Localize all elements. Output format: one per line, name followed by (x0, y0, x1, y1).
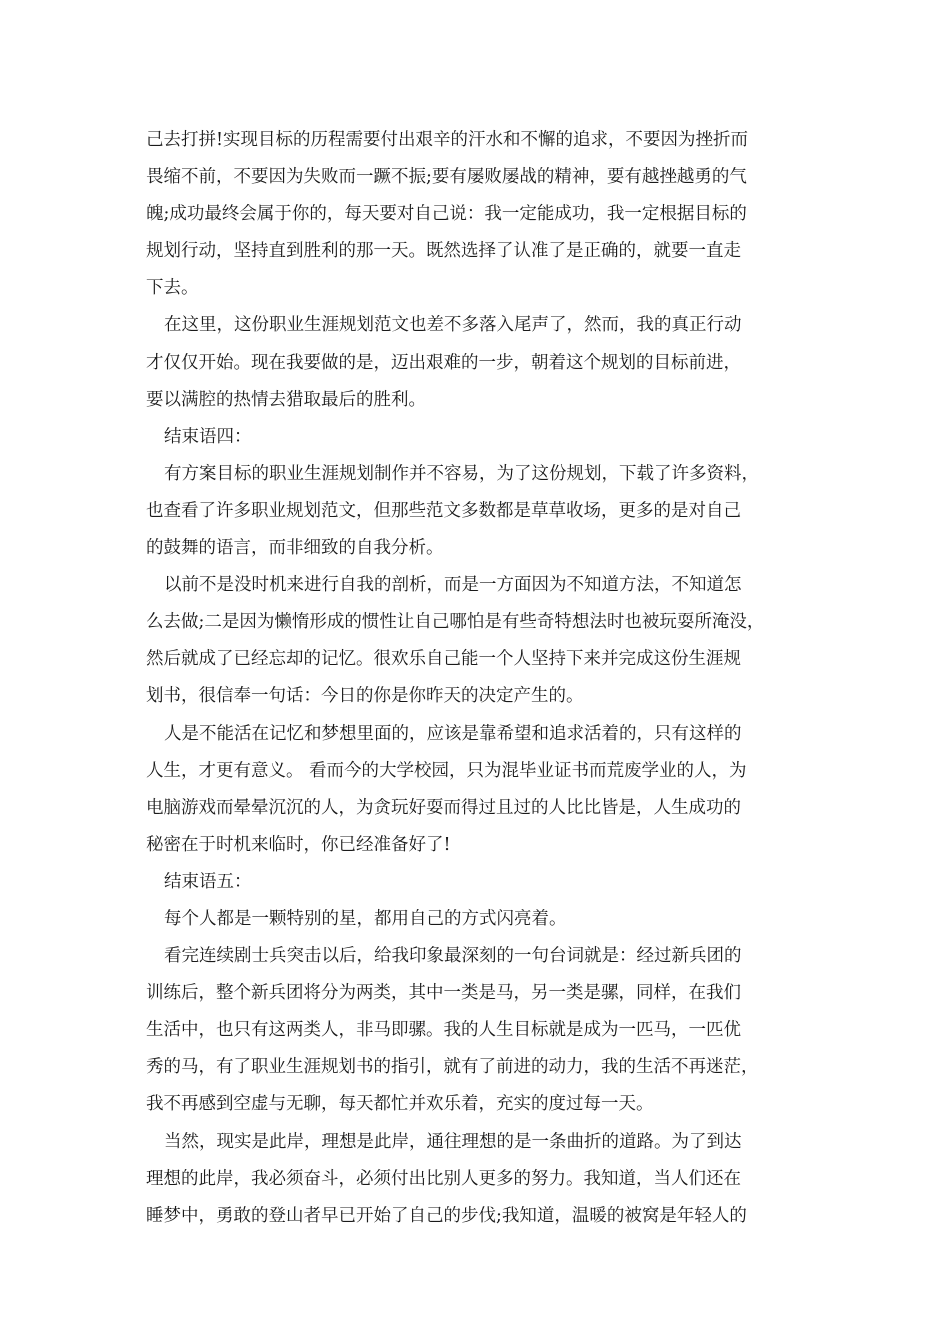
text-line: 么去做;二是因为懒惰形成的惯性让自己哪怕是有些奇特想法时也被玩耍所淹没， (146, 612, 765, 633)
text-line: 也查看了许多职业规划范文，但那些范文多数都是草草收场，更多的是对自己 (146, 500, 741, 521)
text-line: 人是不能活在记忆和梦想里面的，应该是靠希望和追求活着的，只有这样的 (164, 723, 742, 744)
text-line: 当然，现实是此岸，理想是此岸，通往理想的是一条曲折的道路。为了到达 (164, 1131, 742, 1152)
text-line: 每个人都是一颗特别的星，都用自己的方式闪亮着。 (164, 908, 567, 929)
text-line: 生活中，也只有这两类人，非马即骡。我的人生目标就是成为一匹马，一匹优 (146, 1020, 741, 1041)
document-body-text (146, 122, 816, 1235)
text-line: 规划行动，坚持直到胜利的那一天。既然选择了认准了是正确的，就要一直走 (146, 241, 741, 262)
text-line: 结束语五： (164, 871, 252, 892)
text-line: 下去。 (146, 278, 199, 299)
text-line: 以前不是没时机来进行自我的剖析，而是一方面因为不知道方法，不知道怎 (164, 575, 742, 596)
text-line: 有方案目标的职业生涯规划制作并不容易，为了这份规划，下载了许多资料， (164, 463, 759, 484)
text-line: 电脑游戏而晕晕沉沉的人，为贪玩好耍而得过且过的人比比皆是，人生成功的 (146, 797, 741, 818)
text-line: 看完连续剧士兵突击以后，给我印象最深刻的一句台词就是：经过新兵团的 (164, 946, 742, 967)
text-line: 的鼓舞的语言，而非细致的自我分析。 (146, 538, 444, 559)
text-line: 我不再感到空虚与无聊，每天都忙并欢乐着，充实的度过每一天。 (146, 1094, 654, 1115)
text-line: 睡梦中，勇敢的登山者早已开始了自己的步伐;我知道，温暖的被窝是年轻人的 (146, 1205, 747, 1226)
text-line: 要以满腔的热情去猎取最后的胜利。 (146, 389, 426, 410)
text-line: 然后就成了已经忘却的记忆。很欢乐自己能一个人坚持下来并完成这份生涯规 (146, 649, 741, 670)
text-line: 人生，才更有意义。 看而今的大学校园，只为混毕业证书而荒废学业的人，为 (146, 760, 747, 781)
text-line: 秀的马，有了职业生涯规划书的指引，就有了前进的动力，我的生活不再迷茫， (146, 1057, 759, 1078)
text-line: 结束语四： (164, 426, 252, 447)
text-line: 畏缩不前，不要因为失败而一蹶不振;要有屡败屡战的精神，要有越挫越勇的气 (146, 167, 747, 188)
text-line: 己去打拼!实现目标的历程需要付出艰辛的汗水和不懈的追求，不要因为挫折而 (146, 130, 749, 150)
text-line: 训练后，整个新兵团将分为两类，其中一类是马，另一类是骡，同样，在我们 (146, 983, 741, 1004)
text-line: 理想的此岸，我必须奋斗，必须付出比别人更多的努力。我知道，当人们还在 (146, 1168, 741, 1189)
text-line: 秘密在于时机来临时，你已经准备好了! (146, 834, 451, 855)
text-line: 魄;成功最终会属于你的，每天要对自己说：我一定能成功，我一定根据目标的 (146, 204, 747, 225)
text-line: 划书，很信奉一句话：今日的你是你昨天的决定产生的。 (146, 686, 584, 707)
text-line: 在这里，这份职业生涯规划范文也差不多落入尾声了，然而，我的真正行动 (164, 315, 742, 336)
text-line: 才仅仅开始。现在我要做的是，迈出艰难的一步，朝着这个规划的目标前进， (146, 352, 741, 373)
